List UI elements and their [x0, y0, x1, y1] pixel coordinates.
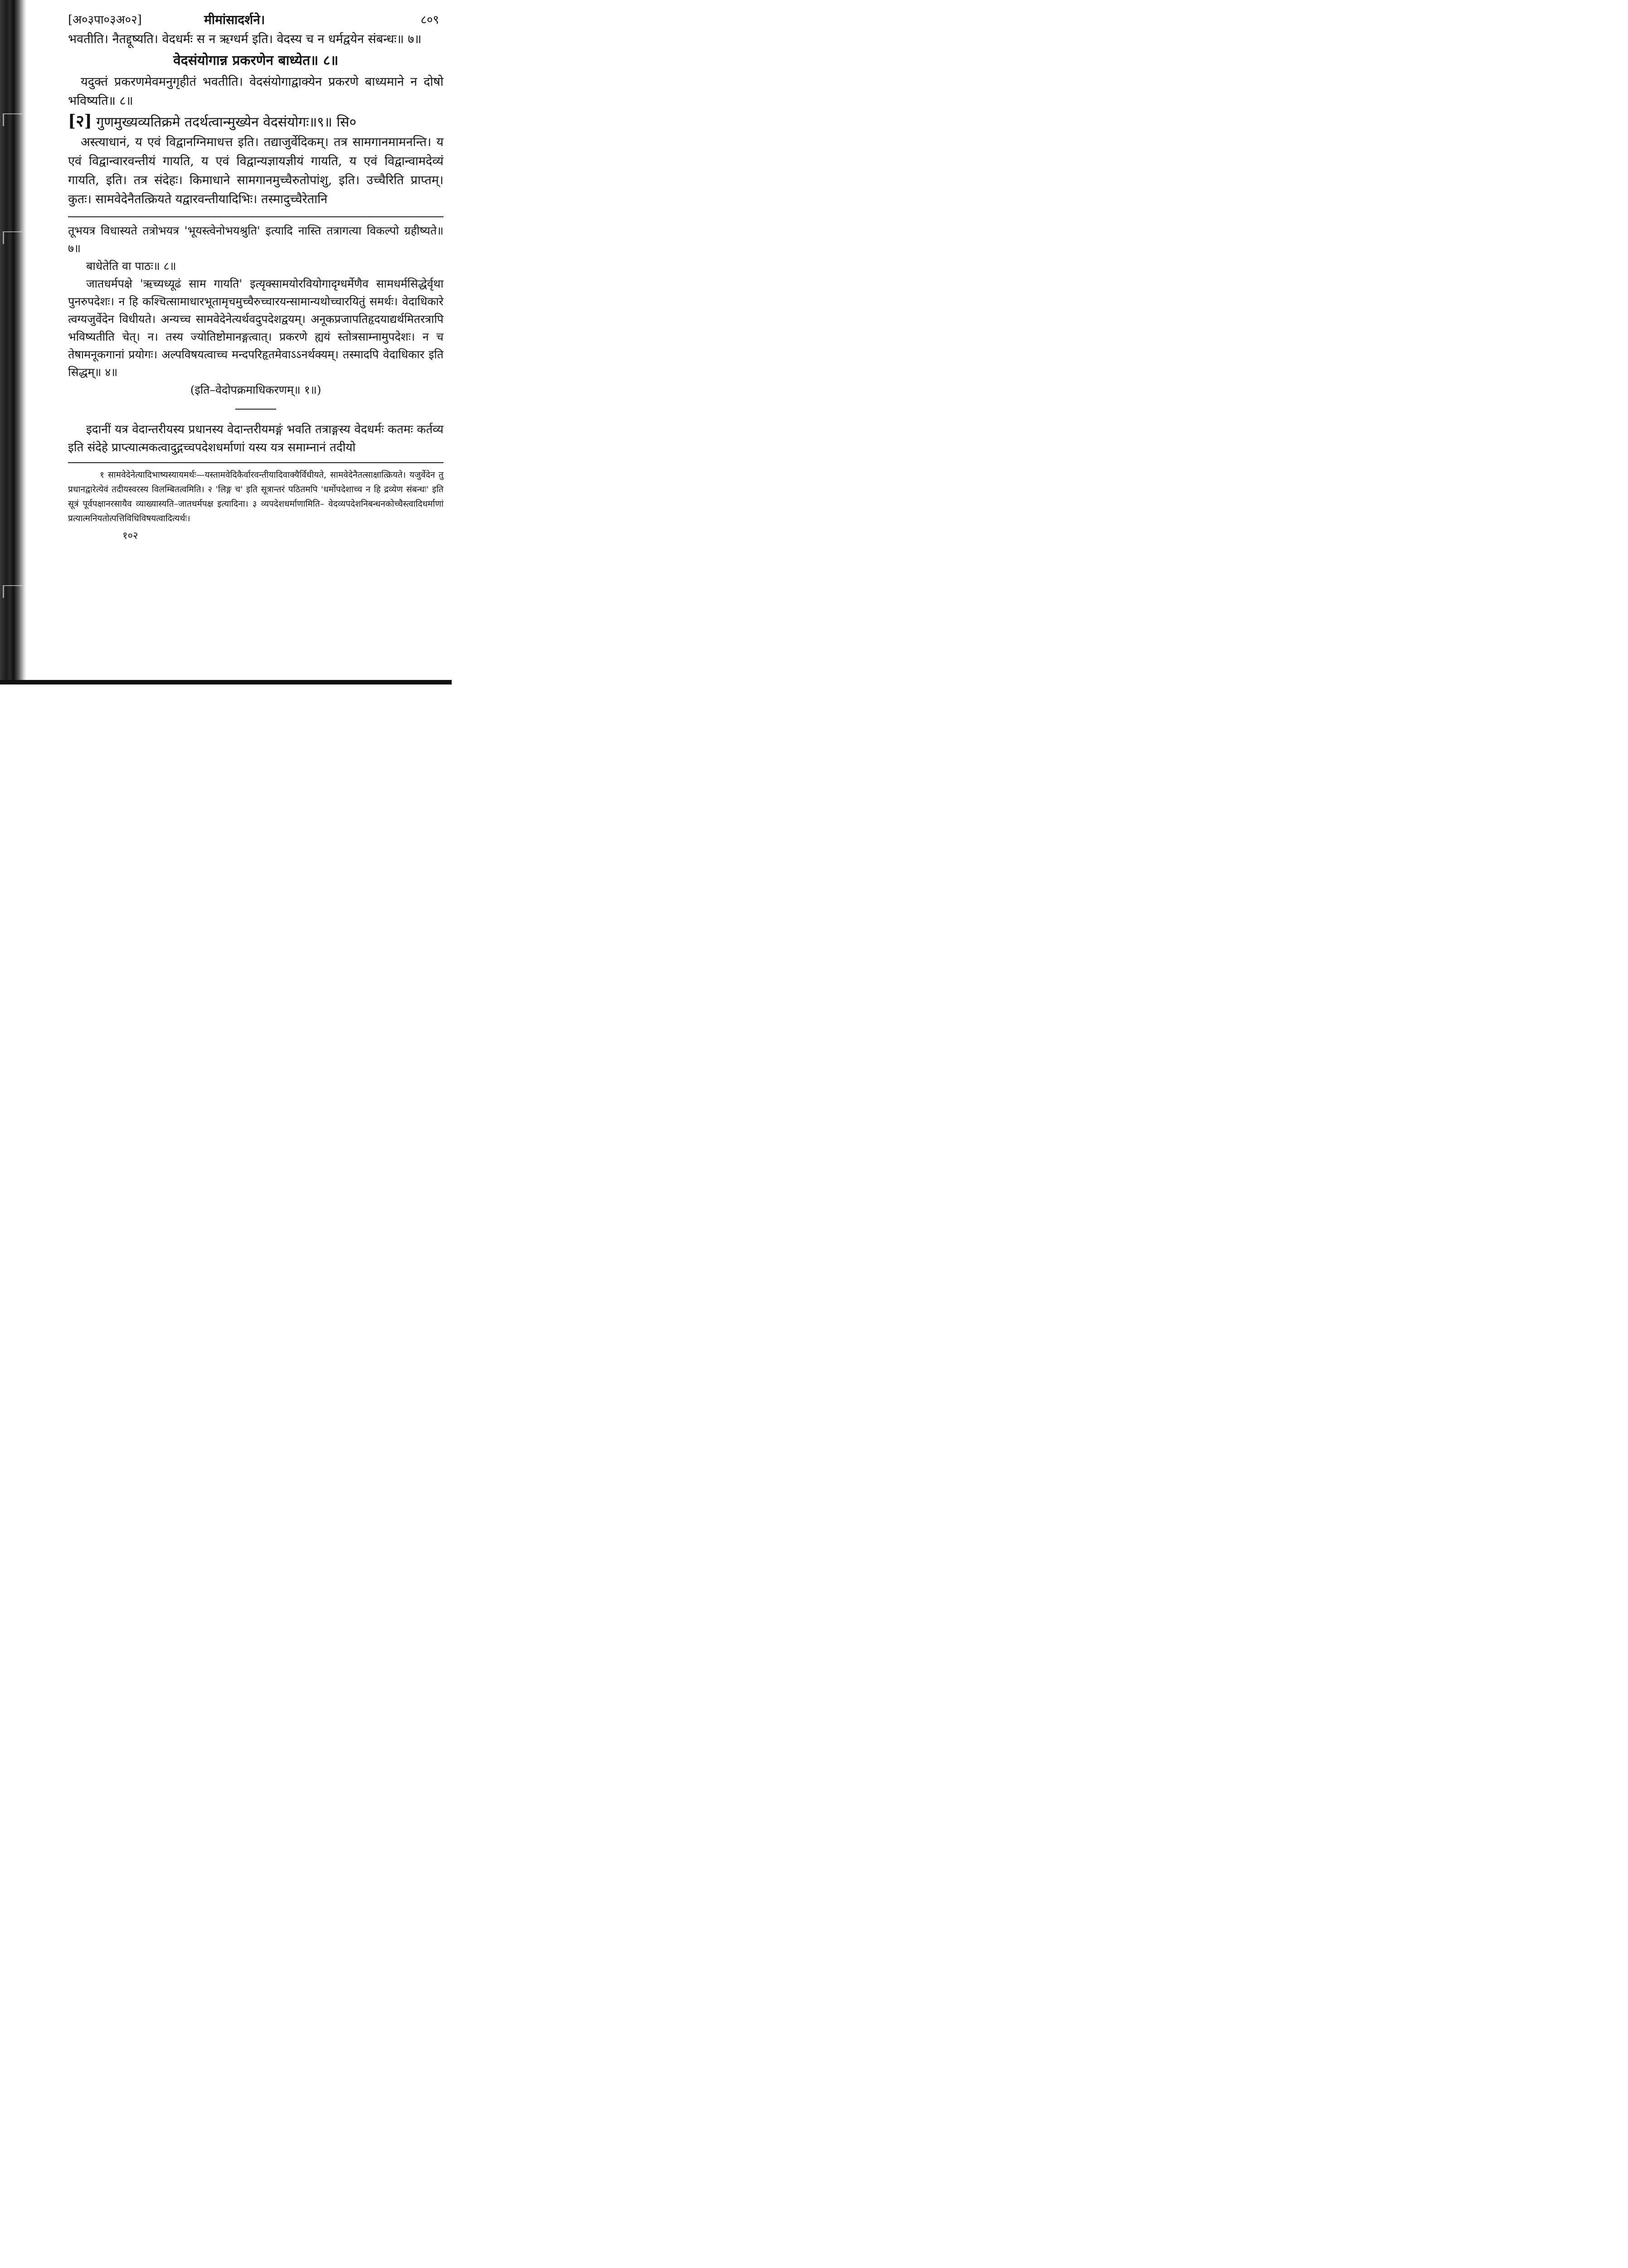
- spine-crease: [3, 113, 22, 126]
- commentary: [68, 222, 444, 399]
- section-reference: [अ०३पा०३अ०२]: [68, 13, 142, 27]
- bhashya-9: अस्त्याधानं, य एवं विद्वानग्निमाधत्त इति। तद्याजुर्वेदिकम्। तत्र सामगानमामनन्ति। य एवं विद्वान्वारवन्तीयं गायति, य एवं विद्वान्यज्ञायज्ञीयं गायति, य एवं विद्वान्वामदेव्यं गायति, इति। तत्र संदेहः। किमाधाने सामगानमुच्चैरुतोपांशु, इति। उच्चैरिति प्राप्तम्। कुतः। सामवेदेनैतत्क्रियते यद्वारवन्तीयादिभिः। तस्मादुच्चैरेतानि: [68, 135, 444, 206]
- printer-signature: १०२: [122, 530, 138, 542]
- section-separator: [235, 409, 276, 410]
- page-title: मीमांसादर्शने।: [204, 12, 265, 27]
- footnote-text: १ सामवेदेनेत्यादिभाष्यस्यायमर्थः—यस्तामवेदिकैर्वारवन्तीयादिवाक्यैर्विधीयते, सामवेदेनैतत्साक्षात्क्रियते। यजुर्वेदेन तु प्रधानद्वारेत्येवं तदीयस्वरस्य विलम्बितत्वमिति। २ 'लिङ्ग च' इति सूत्रान्तरं पठितमपि 'धर्मोपदेशाच्च न हि द्रव्येण संबन्धः' इति सूत्रं पूर्वपक्षानरसायैव व्याख्यास्यति–जातधर्मपक्ष इत्यादिना। ३ व्यपदेशधर्माणामिति– वेदव्यपदेशनिबन्धनकोच्चैस्त्वादिधर्माणां प्रत्यात्मनियतोत्पत्तिविधिविषयत्वादित्यर्थः।: [68, 470, 444, 523]
- adhikarana-closing: (इति–वेदोपक्रमाधिकरणम्॥ १॥): [190, 383, 322, 396]
- page-bottom-edge: [0, 680, 452, 684]
- next-adhikarana-text: इदानीं यत्र वेदान्तरीयस्य प्रधानस्य वेदान्तरीयमङ्गं भवति तत्राङ्गस्य वेदधर्मः कतमः कर्तव्य इति संदेहे प्राप्त्यात्मकत्वादुद्गच्चपदेशधर्माणां यस्य यत्र समाम्नानं तदीयो: [68, 423, 444, 455]
- footnotes: [68, 468, 444, 542]
- page-body: [68, 6, 444, 542]
- commentary-para-1: तूभयत्र विधास्यते तत्रोभयत्र 'भूयस्त्वेनोभयश्रुति' इत्यादि नास्ति तत्रागत्या विकल्पो ग्रहीष्यते॥ ७॥: [68, 224, 444, 255]
- spine-crease: [3, 585, 22, 598]
- running-header: [68, 6, 444, 30]
- bhashya-8: यदुक्तं प्रकरणमेवमनुगृहीतं भवतीति। वेदसंयोगाद्वाक्येन प्रकरणे बाध्यमाने न दोषो भविष्यति॥ ८॥: [68, 75, 444, 108]
- commentary-divider: [68, 216, 444, 217]
- book-spine: [0, 0, 26, 680]
- sutra-9: [68, 111, 444, 133]
- adhikarana-number: [२]: [68, 112, 92, 131]
- sutra-9-text: गुणमुख्यव्यतिक्रमे तदर्थत्वान्मुख्येन वेदसंयोगः॥९॥ सि०: [96, 114, 356, 130]
- spine-crease: [3, 231, 22, 244]
- commentary-para-2: बाधेतेति वा पाठः॥ ८॥: [86, 259, 176, 273]
- next-adhikarana: [68, 420, 444, 457]
- bhashya-continuation: भवतीति। नैतद्दूष्यति। वेदधर्मः स न ऋग्धर्म इति। वेदस्य च न धर्मद्वयेन संबन्धः॥ ७॥: [68, 32, 422, 46]
- sutra-8: वेदसंयोगान्न प्रकरणेन बाध्येत॥ ८॥: [173, 53, 339, 68]
- page-number: ८०९: [420, 13, 439, 27]
- commentary-para-3: जातधर्मपक्षे 'ऋच्यध्यूढं साम गायति' इत्यृक्सामयोरवियोगादृग्धर्मेणैव सामधर्मसिद्धेर्वृथा पुनरुपदेशः। न हि कश्चित्सामाधारभूतामृचमुच्चैरुच्चारयन्सामान्यथोच्चारयितुं समर्थः। वेदाधिकारे त्वग्यजुर्वेदेन विधीयते। अन्यच्च सामवेदेनेत्यर्थवदुपदेशद्वयम्। अनूकप्रजापतिहृदयाद्यर्थमितरत्रापि भविष्यतीति चेत्। न। तस्य ज्योतिष्टोमानङ्गत्वात्। प्रकरणे ह्ययं स्तोत्रसाम्नामुपदेशः। न च तेषामनूकगानां प्रयोगः। अल्पविषयत्वाच्च मन्दपरिहृतमेवाऽऽनर्थक्यम्। तस्मादपि वेदाधिकार इति सिद्धम्॥ ४॥: [68, 277, 444, 379]
- footnote-divider: [68, 462, 444, 463]
- main-text: [68, 30, 444, 209]
